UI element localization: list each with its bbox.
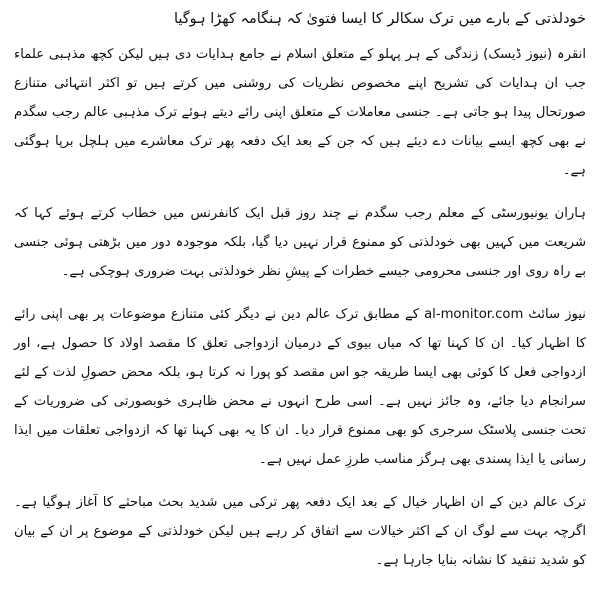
article-paragraph-1: انقرہ (نیوز ڈیسک) زندگی کے ہر پہلو کے متعلق اسلام نے جامع ہدایات دی ہیں لیکن کچھ مذہبی علماء جب ان ہدایات کی تشریح اپنے مخصوص نظریات کی روشنی میں کرتے ہیں تو اکثر انتہائی متنازع صورتحال پیدا ہو جاتی ہے۔ جنسی معاملات کے متعلق اپنی رائے دیتے ہوئے ترک مذہبی عالم رجب سگدم نے بھی کچھ ایسے بیانات دے دیئے ہیں کہ جن کے بعد ایک دفعہ پھر ترک معاشرے میں ہلچل برپا ہوگئی ہے۔ xyxy=(14,47,586,178)
article-paragraph-4: ترک عالم دین کے ان اظہار خیال کے بعد ایک دفعہ پھر ترکی میں شدید بحث مباحثے کا آغاز ہوگیا ہے۔ اگرچہ بہت سے لوگ ان کے اکثر خیالات سے اتفاق کر رہے ہیں لیکن خودلذتی کے موضوع پر ان کے بیان کو شدید تنقید کا نشانہ بنایا جارہا ہے۔ xyxy=(14,495,586,568)
news-site-link[interactable]: al-monitor.com xyxy=(424,307,524,322)
article-paragraph-2: ہاران یونیورسٹی کے معلم رجب سگدم نے چند روز قبل ایک کانفرنس میں خطاب کرتے ہوئے کہا کہ شریعت میں کہیں بھی خودلذتی کو ممنوع قرار نہیں دیا گیا، بلکہ موجودہ دور میں بڑھتی ہوئی جنسی بے راہ روی اور جنسی محرومی جیسے خطرات کے پیشِ نظر خودلذتی بہت ضروری ہوچکی ہے۔ xyxy=(14,206,586,279)
paragraph-3-prefix: نیوز سائٹ xyxy=(528,307,586,322)
article-paragraph-3 xyxy=(14,300,586,474)
paragraph-3-body: کے مطابق ترک عالم دین نے دیگر کئی متنازع موضوعات پر بھی اپنی رائے کا اظہار کیا۔ ان کا کہنا تھا کہ میاں بیوی کے درمیان ازدواجی تعلق کا مقصد اولاد کا حصول ہے، اور ازدواجی فعل کا کوئی بھی ایسا طریقہ جو اس مقصد کو پورا نہ کرتا ہو، بلکہ محض حصولِ لذت کے لئے سرانجام دیا جائے، وہ جائز نہیں ہے۔ اسی طرح انہوں نے محض ظاہری خوبصورتی کی ضروریات کے تحت جنسی پلاسٹک سرجری کو بھی ممنوع قرار دیا۔ ان کا یہ بھی کہنا تھا کہ ازدواجی تعلقات میں ایذا رسانی یا ایذا پسندی بھی ہرگز مناسب طرزِ عمل نہیں ہے۔ xyxy=(14,307,586,467)
article-headline: خودلذتی کے بارے میں ترک سکالر کا ایسا فتویٰ کہ ہنگامہ کھڑا ہوگیا xyxy=(173,11,586,27)
